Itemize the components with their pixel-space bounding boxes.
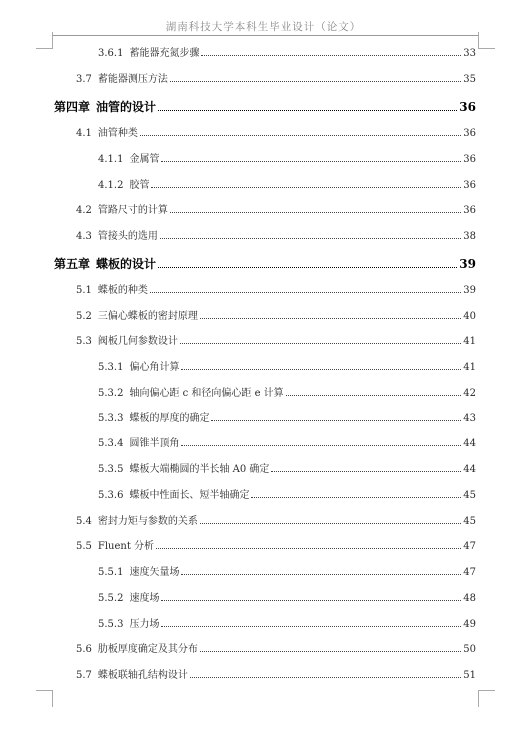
toc-entry-number: 5.6 bbox=[76, 644, 92, 655]
toc-entry-label bbox=[98, 362, 179, 374]
toc-entry-label bbox=[98, 464, 269, 476]
toc-entry[interactable] bbox=[98, 464, 476, 476]
toc-dot-leader bbox=[158, 266, 457, 268]
toc-entry-title: 蝶板联轴孔结构设计 bbox=[97, 670, 188, 681]
toc-entry-title: 油管种类 bbox=[97, 128, 138, 139]
toc-dot-leader bbox=[151, 186, 461, 188]
toc-entry-number: 4.3 bbox=[76, 231, 92, 242]
toc-entry-title: 偏心角计算 bbox=[129, 362, 180, 373]
toc-entry-title: 蓄能器测压方法 bbox=[97, 74, 168, 85]
toc-entry-number: 第五章 bbox=[54, 257, 91, 271]
toc-entry[interactable] bbox=[54, 101, 476, 113]
toc-entry-number: 5.3.6 bbox=[98, 490, 124, 501]
toc-entry-title: 密封力矩与参数的关系 bbox=[97, 516, 198, 527]
toc-page-number: 41 bbox=[463, 362, 476, 373]
toc-entry-label bbox=[76, 644, 198, 656]
toc-dot-leader bbox=[211, 419, 461, 421]
toc-dot-leader bbox=[181, 573, 461, 575]
toc-entry-number: 5.3.4 bbox=[98, 438, 124, 449]
page-header: 湖南科技大学本科生毕业设计（论文） bbox=[165, 21, 362, 33]
toc-entry-label bbox=[76, 205, 168, 217]
toc-dot-leader bbox=[161, 625, 461, 627]
toc-page-number: 40 bbox=[463, 311, 476, 322]
toc-entry[interactable] bbox=[98, 490, 476, 502]
toc-entry-number: 5.7 bbox=[76, 670, 92, 681]
toc-entry[interactable] bbox=[98, 413, 476, 425]
toc-entry-number: 5.4 bbox=[76, 516, 92, 527]
toc-entry[interactable] bbox=[76, 74, 476, 86]
toc-entry-number: 4.1 bbox=[76, 128, 92, 139]
toc-entry-title: 金属管 bbox=[129, 154, 160, 165]
toc-entry-title: 圆锥半顶角 bbox=[129, 438, 180, 449]
toc-page-number: 44 bbox=[463, 438, 476, 449]
corner-mark-bottom-left bbox=[36, 690, 53, 707]
toc-page-number: 44 bbox=[463, 464, 476, 475]
toc-dot-leader bbox=[271, 470, 461, 472]
toc-page-number: 35 bbox=[463, 74, 476, 85]
corner-mark-top-left bbox=[36, 32, 53, 49]
toc-entry[interactable] bbox=[76, 128, 476, 140]
toc-dot-leader bbox=[200, 650, 461, 652]
toc-entry-title: 速度场 bbox=[129, 593, 160, 604]
toc-dot-leader bbox=[181, 368, 461, 370]
toc-dot-leader bbox=[201, 54, 461, 56]
toc-entry[interactable] bbox=[98, 593, 476, 605]
toc-dot-leader bbox=[161, 599, 461, 601]
toc-entry-label bbox=[98, 154, 159, 166]
toc-entry-number: 5.5 bbox=[76, 541, 92, 552]
toc-entry-label bbox=[98, 567, 179, 579]
toc-entry-number: 5.3 bbox=[76, 336, 92, 347]
toc-dot-leader bbox=[170, 211, 461, 213]
toc-dot-leader bbox=[286, 394, 462, 396]
toc-entry[interactable] bbox=[76, 285, 476, 297]
toc-entry-label bbox=[76, 516, 198, 528]
toc-entry-title: 蝶板大端椭圆的半长轴 A0 确定 bbox=[129, 464, 270, 475]
toc-entry-title: 蝶板的厚度的确定 bbox=[129, 413, 210, 424]
toc-entry[interactable] bbox=[76, 516, 476, 528]
toc-entry-number: 5.5.2 bbox=[98, 593, 124, 604]
toc-page-number: 36 bbox=[459, 100, 476, 114]
toc-page-number: 45 bbox=[463, 516, 476, 527]
toc-page-number: 36 bbox=[463, 180, 476, 191]
toc-entry[interactable] bbox=[76, 205, 476, 217]
toc-dot-leader bbox=[200, 522, 461, 524]
toc-entry-number: 5.3.3 bbox=[98, 413, 124, 424]
toc-page-number: 47 bbox=[463, 541, 476, 552]
corner-mark-bottom-right bbox=[478, 690, 495, 707]
toc-entry-number: 5.3.1 bbox=[98, 362, 124, 373]
toc-page-number: 33 bbox=[463, 48, 476, 59]
toc-entry[interactable] bbox=[76, 231, 476, 243]
toc-entry[interactable] bbox=[76, 336, 476, 348]
toc-dot-leader bbox=[140, 134, 461, 136]
toc-page-number: 47 bbox=[463, 567, 476, 578]
toc-entry-title: 阀板几何参数设计 bbox=[97, 336, 178, 347]
toc-dot-leader bbox=[150, 291, 461, 293]
toc-entry-title: 肋板厚度确定及其分布 bbox=[97, 644, 198, 655]
toc-entry[interactable] bbox=[98, 619, 476, 631]
toc-entry-label bbox=[76, 285, 148, 297]
toc-entry[interactable] bbox=[98, 438, 476, 450]
toc-entry-title: 蝶板中性面长、短半轴确定 bbox=[129, 490, 250, 501]
toc-entry-number: 3.6.1 bbox=[98, 48, 124, 59]
toc-page-number: 36 bbox=[463, 128, 476, 139]
toc-page-number: 49 bbox=[463, 619, 476, 630]
toc-page-number: 36 bbox=[463, 205, 476, 216]
toc-entry-label bbox=[98, 388, 284, 400]
toc-entry-title: 三偏心蝶板的密封原理 bbox=[97, 311, 198, 322]
toc-entry[interactable] bbox=[76, 670, 476, 682]
toc-entry-number: 5.1 bbox=[76, 285, 92, 296]
toc-entry-label bbox=[98, 180, 149, 192]
toc-page-number: 39 bbox=[459, 257, 476, 271]
toc-entry-number: 5.3.5 bbox=[98, 464, 124, 475]
toc-entry-label bbox=[98, 48, 199, 60]
toc-entry-label bbox=[98, 593, 159, 605]
toc-entry-label bbox=[76, 74, 168, 86]
toc-dot-leader bbox=[156, 547, 461, 549]
toc-entry-label bbox=[98, 619, 159, 631]
toc-entry[interactable] bbox=[76, 644, 476, 656]
toc-entry-number: 4.1.1 bbox=[98, 154, 124, 165]
toc-entry-title: 蝶板的种类 bbox=[97, 285, 148, 296]
toc-dot-leader bbox=[170, 80, 461, 82]
toc-dot-leader bbox=[180, 342, 461, 344]
toc-entry-label bbox=[54, 101, 156, 113]
toc-page-number: 36 bbox=[463, 154, 476, 165]
toc-page-number: 39 bbox=[463, 285, 476, 296]
toc-entry-title: 速度矢量场 bbox=[129, 567, 180, 578]
toc-entry-title: Fluent 分析 bbox=[97, 541, 155, 552]
toc-dot-leader bbox=[160, 237, 461, 239]
toc-entry-number: 第四章 bbox=[54, 100, 91, 114]
toc-entry-number: 5.2 bbox=[76, 311, 92, 322]
toc-entry-label bbox=[76, 311, 198, 323]
toc-page-number: 42 bbox=[463, 388, 476, 399]
toc-page-number: 51 bbox=[463, 670, 476, 681]
toc-entry[interactable] bbox=[98, 388, 476, 400]
toc-entry-label bbox=[76, 670, 188, 682]
toc-page-number: 38 bbox=[463, 231, 476, 242]
toc-entry-label bbox=[76, 128, 138, 140]
toc-entry[interactable] bbox=[54, 258, 476, 270]
toc-page-number: 45 bbox=[463, 490, 476, 501]
toc-entry-label bbox=[98, 438, 179, 450]
toc-entry-label bbox=[54, 258, 156, 270]
toc-page-number: 48 bbox=[463, 593, 476, 604]
toc-entry-title: 蓄能器充氮步骤 bbox=[129, 48, 200, 59]
toc-entry-number: 5.3.2 bbox=[98, 388, 124, 399]
toc-entry-number: 4.2 bbox=[76, 205, 92, 216]
header-rule bbox=[52, 35, 479, 36]
corner-mark-top-right bbox=[478, 32, 495, 49]
toc-entry[interactable] bbox=[98, 48, 476, 60]
toc-entry[interactable] bbox=[98, 362, 476, 374]
toc-entry-title: 油管的设计 bbox=[96, 100, 157, 114]
toc-entry[interactable] bbox=[76, 541, 476, 553]
toc-page-number: 43 bbox=[463, 413, 476, 424]
toc-entry-label bbox=[98, 490, 249, 502]
toc-entry-title: 压力场 bbox=[129, 619, 160, 630]
toc-entry-number: 5.5.1 bbox=[98, 567, 124, 578]
toc-entry-title: 胶管 bbox=[129, 180, 150, 191]
toc-dot-leader bbox=[251, 496, 461, 498]
toc-dot-leader bbox=[161, 160, 461, 162]
toc-entry[interactable] bbox=[98, 567, 476, 579]
toc-entry-number: 5.5.3 bbox=[98, 619, 124, 630]
toc-entry-label bbox=[98, 413, 209, 425]
toc-entry[interactable] bbox=[98, 154, 476, 166]
toc-entry-title: 管接头的选用 bbox=[97, 231, 158, 242]
toc-entry[interactable] bbox=[76, 311, 476, 323]
toc-page-number: 50 bbox=[463, 644, 476, 655]
toc-dot-leader bbox=[181, 444, 461, 446]
toc-entry-title: 轴向偏心距 c 和径向偏心距 e 计算 bbox=[129, 388, 284, 399]
toc-entry-label bbox=[76, 336, 178, 348]
toc-page-number: 41 bbox=[463, 336, 476, 347]
toc-entry-number: 3.7 bbox=[76, 74, 92, 85]
toc-entry-title: 管路尺寸的计算 bbox=[97, 205, 168, 216]
toc-entry-label bbox=[76, 541, 154, 553]
toc-entry-title: 蝶板的设计 bbox=[96, 257, 157, 271]
toc-entry-label bbox=[76, 231, 158, 243]
toc-entry[interactable] bbox=[98, 180, 476, 192]
toc-dot-leader bbox=[158, 109, 457, 111]
toc-dot-leader bbox=[190, 676, 461, 678]
toc-entry-number: 4.1.2 bbox=[98, 180, 124, 191]
toc-dot-leader bbox=[200, 317, 461, 319]
